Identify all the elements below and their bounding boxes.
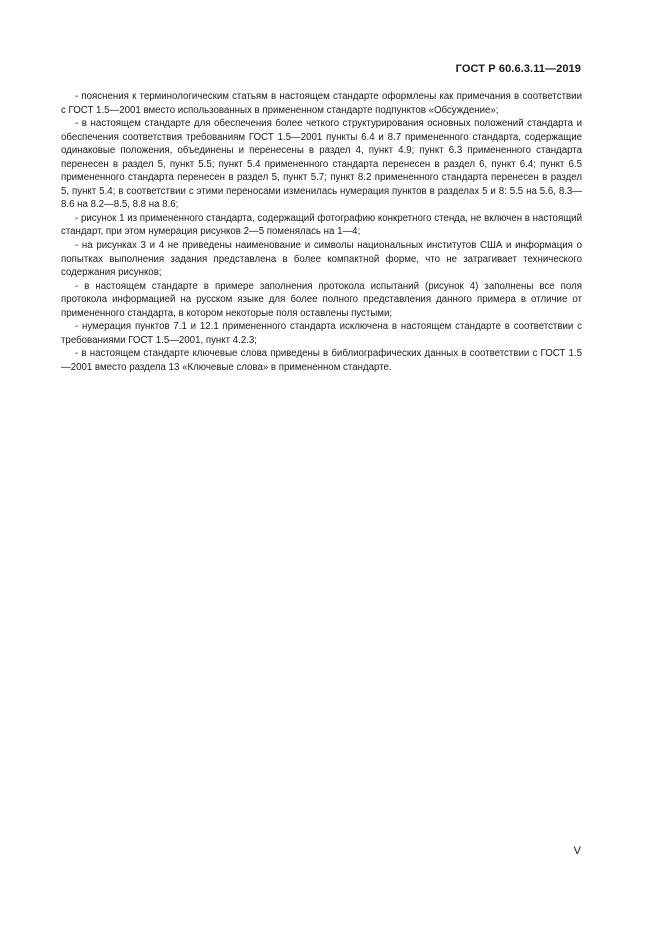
page-number: V	[573, 845, 581, 857]
list-item-figure-1-excluded: - рисунок 1 из примененного стандарта, содержащий фотографию конкретного стенда, не включен в настоящий стандарт, при этом нумерация рисунков 2—5 поменялась на 1—4;	[61, 212, 582, 238]
list-item-keywords: - в настоящем стандарте ключевые слова приведены в библиографических данных в соответствии с ГОСТ 1.5—2001 вместо раздела 13 «Ключевые слова» в примененном стандарте.	[61, 348, 582, 373]
list-item-figures-3-4: - на рисунках 3 и 4 не приведены наименование и символы национальных институтов США и информация о попытках выполнения задания представлена в более компактной форме, что не затрагивает технического содержания рисунков;	[61, 240, 582, 279]
list-item-numbering-excluded: - нумерация пунктов 7.1 и 12.1 примененного стандарта исключена в настоящем стандарте в соответствии с требованиями ГОСТ 1.5—2001, пункт 4.2.3;	[61, 321, 582, 346]
list-item-structure-changes: - в настоящем стандарте для обеспечения более четкого структурирования основных положений стандарта и обеспечения соответствия требованиям ГОСТ 1.5—2001 пункты 6.4 и 8.7 примененного стандарта, содержащие одинаковые положения, объединены и перенесены в раздел 4, пункт 4.9; пункт 6.3 примененного стандарта перенесен в раздел 5, пункт 5.5; пункт 5.4 примененного стандарта перенесен в раздел 6, пункт 6.4; пункт 6.5 примененного стандарта перенесен в раздел 5, пункт 5.7; пункт 8.2 примененного стандарта перенесен в раздел 5, пункт 5.4; в соответствии с этими переносами изменилась нумерация пунктов в разделах 5 и 8: 5.5 на 5.6, 8.3—8.6 на 8.2—8.5, 8.8 на 8.6;	[61, 118, 582, 211]
standard-code-header: ГОСТ Р 60.6.3.11—2019	[455, 63, 581, 75]
list-item-test-protocol-example: - в настоящем стандарте в примере заполнения протокола испытаний (рисунок 4) заполнены все поля протокола информацией на русском языке для более полного представления данного примера в отличие от примененного стандарта, в котором некоторые поля оставлены пустыми;	[61, 280, 582, 319]
document-body	[61, 90, 582, 374]
list-item-terminology-notes: - пояснения к терминологическим статьям в настоящем стандарте оформлены как примечания в соответствии с ГОСТ 1.5—2001 вместо использованных в примененном стандарте подпунктов «Обсуждение»;	[61, 91, 582, 116]
